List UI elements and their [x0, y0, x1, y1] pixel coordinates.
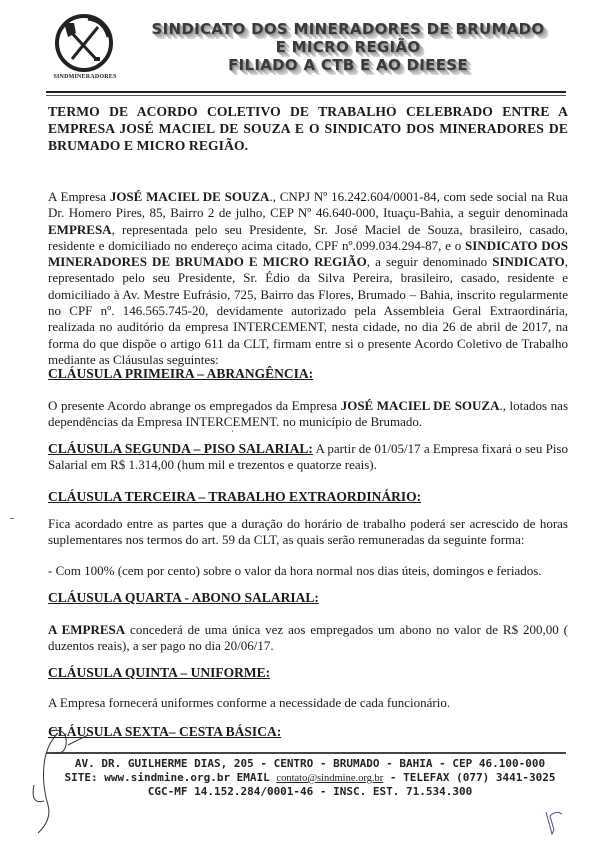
clause-2-body: A partir de 01/05/17 a Empresa fixará o seu Piso Salarial em R$ 1.314,00 (hum mil e trezentos e quatorze reais).: [48, 441, 568, 473]
clause-4-heading: CLÁUSULA QUARTA - ABONO SALARIAL:: [48, 590, 319, 605]
clause-6-heading: CLÁUSULA SEXTA– CESTA BÁSICA:: [48, 724, 282, 739]
intro-paragraph: [48, 189, 568, 368]
clause-1-company: JOSÉ MACIEL DE SOUZA: [340, 398, 500, 413]
intro-text-4: , a seguir denominado: [366, 254, 493, 270]
intro-text-2: ., CNPJ Nº 16.242.604/0001-84, com sede social na Rua Dr. Homero Pires, 85, Bairro 2 de julho, CEP Nº 46.640-000, Ituaçu-Bahia, a seguir denominada: [48, 189, 568, 221]
clause-1-text-1: O presente Acordo abrange os empregados da Empresa: [48, 398, 341, 413]
header-divider-thin: [46, 95, 566, 96]
logo-caption: SINDMINERADORES: [53, 74, 117, 80]
clause-5-body: A Empresa fornecerá uniformes conforme a necessidade de cada funcionário.: [48, 695, 451, 710]
letterhead-region: E MICRO REGIÃO: [275, 38, 421, 56]
footer-email-link[interactable]: contato@sindmine.org.br: [276, 773, 384, 784]
clause-1-text-2: ., lotados nas dependências da Empresa INTERCEMENT. no município de Brumado.: [48, 398, 569, 430]
margin-mark: [10, 518, 14, 519]
footer-registry: CGC-MF 14.152.284/0001-46 - INSC. EST. 71.534.300: [147, 785, 473, 798]
footer-divider: [46, 752, 566, 754]
clause-1-heading: CLÁUSULA PRIMEIRA – ABRANGÊNCIA:: [48, 366, 314, 381]
intro-text-3: , representada pelo seu Presidente, Sr. José Maciel de Souza, brasileiro, casado, residente e domiciliado no endereço acima citado, CPF nº.099.034.294-87, e o: [48, 221, 568, 253]
footer-contact: [60, 771, 560, 784]
footer-site: SITE: www.sindmine.org.br EMAIL: [64, 771, 277, 784]
header-divider: [46, 91, 566, 93]
clause-3-body: Fica acordado entre as partes que a duração do horário de trabalho poderá ser acrescido de horas suplementares nos termos do art. 59 da CLT, as quais serão remuneradas da seguinte forma:: [48, 516, 568, 548]
footer-address: AV. DR. GUILHERME DIAS, 205 - CENTRO - BRUMADO - BAHIA - CEP 46.100-000: [74, 757, 546, 770]
document-title: TERMO DE ACORDO COLETIVO DE TRABALHO CELEBRADO ENTRE A EMPRESA JOSÉ MACIEL DE SOUZA E O SINDICATO DOS MINERADORES DE BRUMADO E MICRO REGIÃO.: [48, 104, 568, 153]
clause-1-body: [48, 398, 568, 431]
handwritten-initial-icon: [540, 808, 570, 838]
clause-5-heading: CLÁUSULA QUINTA – UNIFORME:: [48, 665, 271, 680]
clause-2-heading: CLÁUSULA SEGUNDA – PISO SALARIAL:: [48, 441, 313, 456]
letterhead-union-name: SINDICATO DOS MINERADORES DE BRUMADO: [151, 20, 545, 38]
sindicato-label: SINDICATO: [492, 254, 565, 270]
clause-3-heading: CLÁUSULA TERCEIRA – TRABALHO EXTRAORDINÁRIO:: [48, 489, 422, 504]
clause-4-body: [48, 622, 568, 655]
handwritten-signature-icon: [28, 725, 88, 835]
clause-4-text: concederá de uma única vez aos empregados um abono no valor de R$ 200,00 ( duzentos reais), a ser pago no dia 20/06/17.: [48, 622, 568, 654]
clause-2: [48, 441, 568, 474]
empresa-label: EMPRESA: [48, 221, 112, 237]
intro-text-5: , representado pelo seu Presidente, Sr. Édio da Silva Pereira, brasileiro, casado, residente e domiciliado à Av. Mestre Eufrásio, 725, Bairro das Flores, Brumado – Bahia, inscrito regularmente no CPF nº. 146.565.745-20, devidamente autorizado pela Assembleia Geral Extraordinária, realizada no auditório da empresa INTERCEMENT, nesta cidade, no dia 26 de abril de 2017, na forma do que dispõe o artigo 611 da CLT, firmam entre si o presente Acordo Coletivo de Trabalho mediante as Cláusulas seguintes:: [48, 254, 568, 367]
intro-text-1: A Empresa: [48, 189, 110, 204]
scan-speck: [232, 430, 233, 432]
footer-phone: - TELEFAX (077) 3441-3025: [383, 771, 556, 784]
company-name: JOSÉ MACIEL DE SOUZA: [109, 189, 270, 204]
clause-3-bullet: - Com 100% (cem por cento) sobre o valor da hora normal nos dias úteis, domingos e feriados.: [48, 563, 542, 578]
union-full-name: SINDICATO DOS MINERADORES DE BRUMADO E MICRO REGIÃO: [48, 237, 569, 270]
clause-4-empresa: A EMPRESA: [48, 622, 126, 637]
letterhead-affiliation: FILIADO A CTB E AO DIEESE: [228, 56, 468, 74]
